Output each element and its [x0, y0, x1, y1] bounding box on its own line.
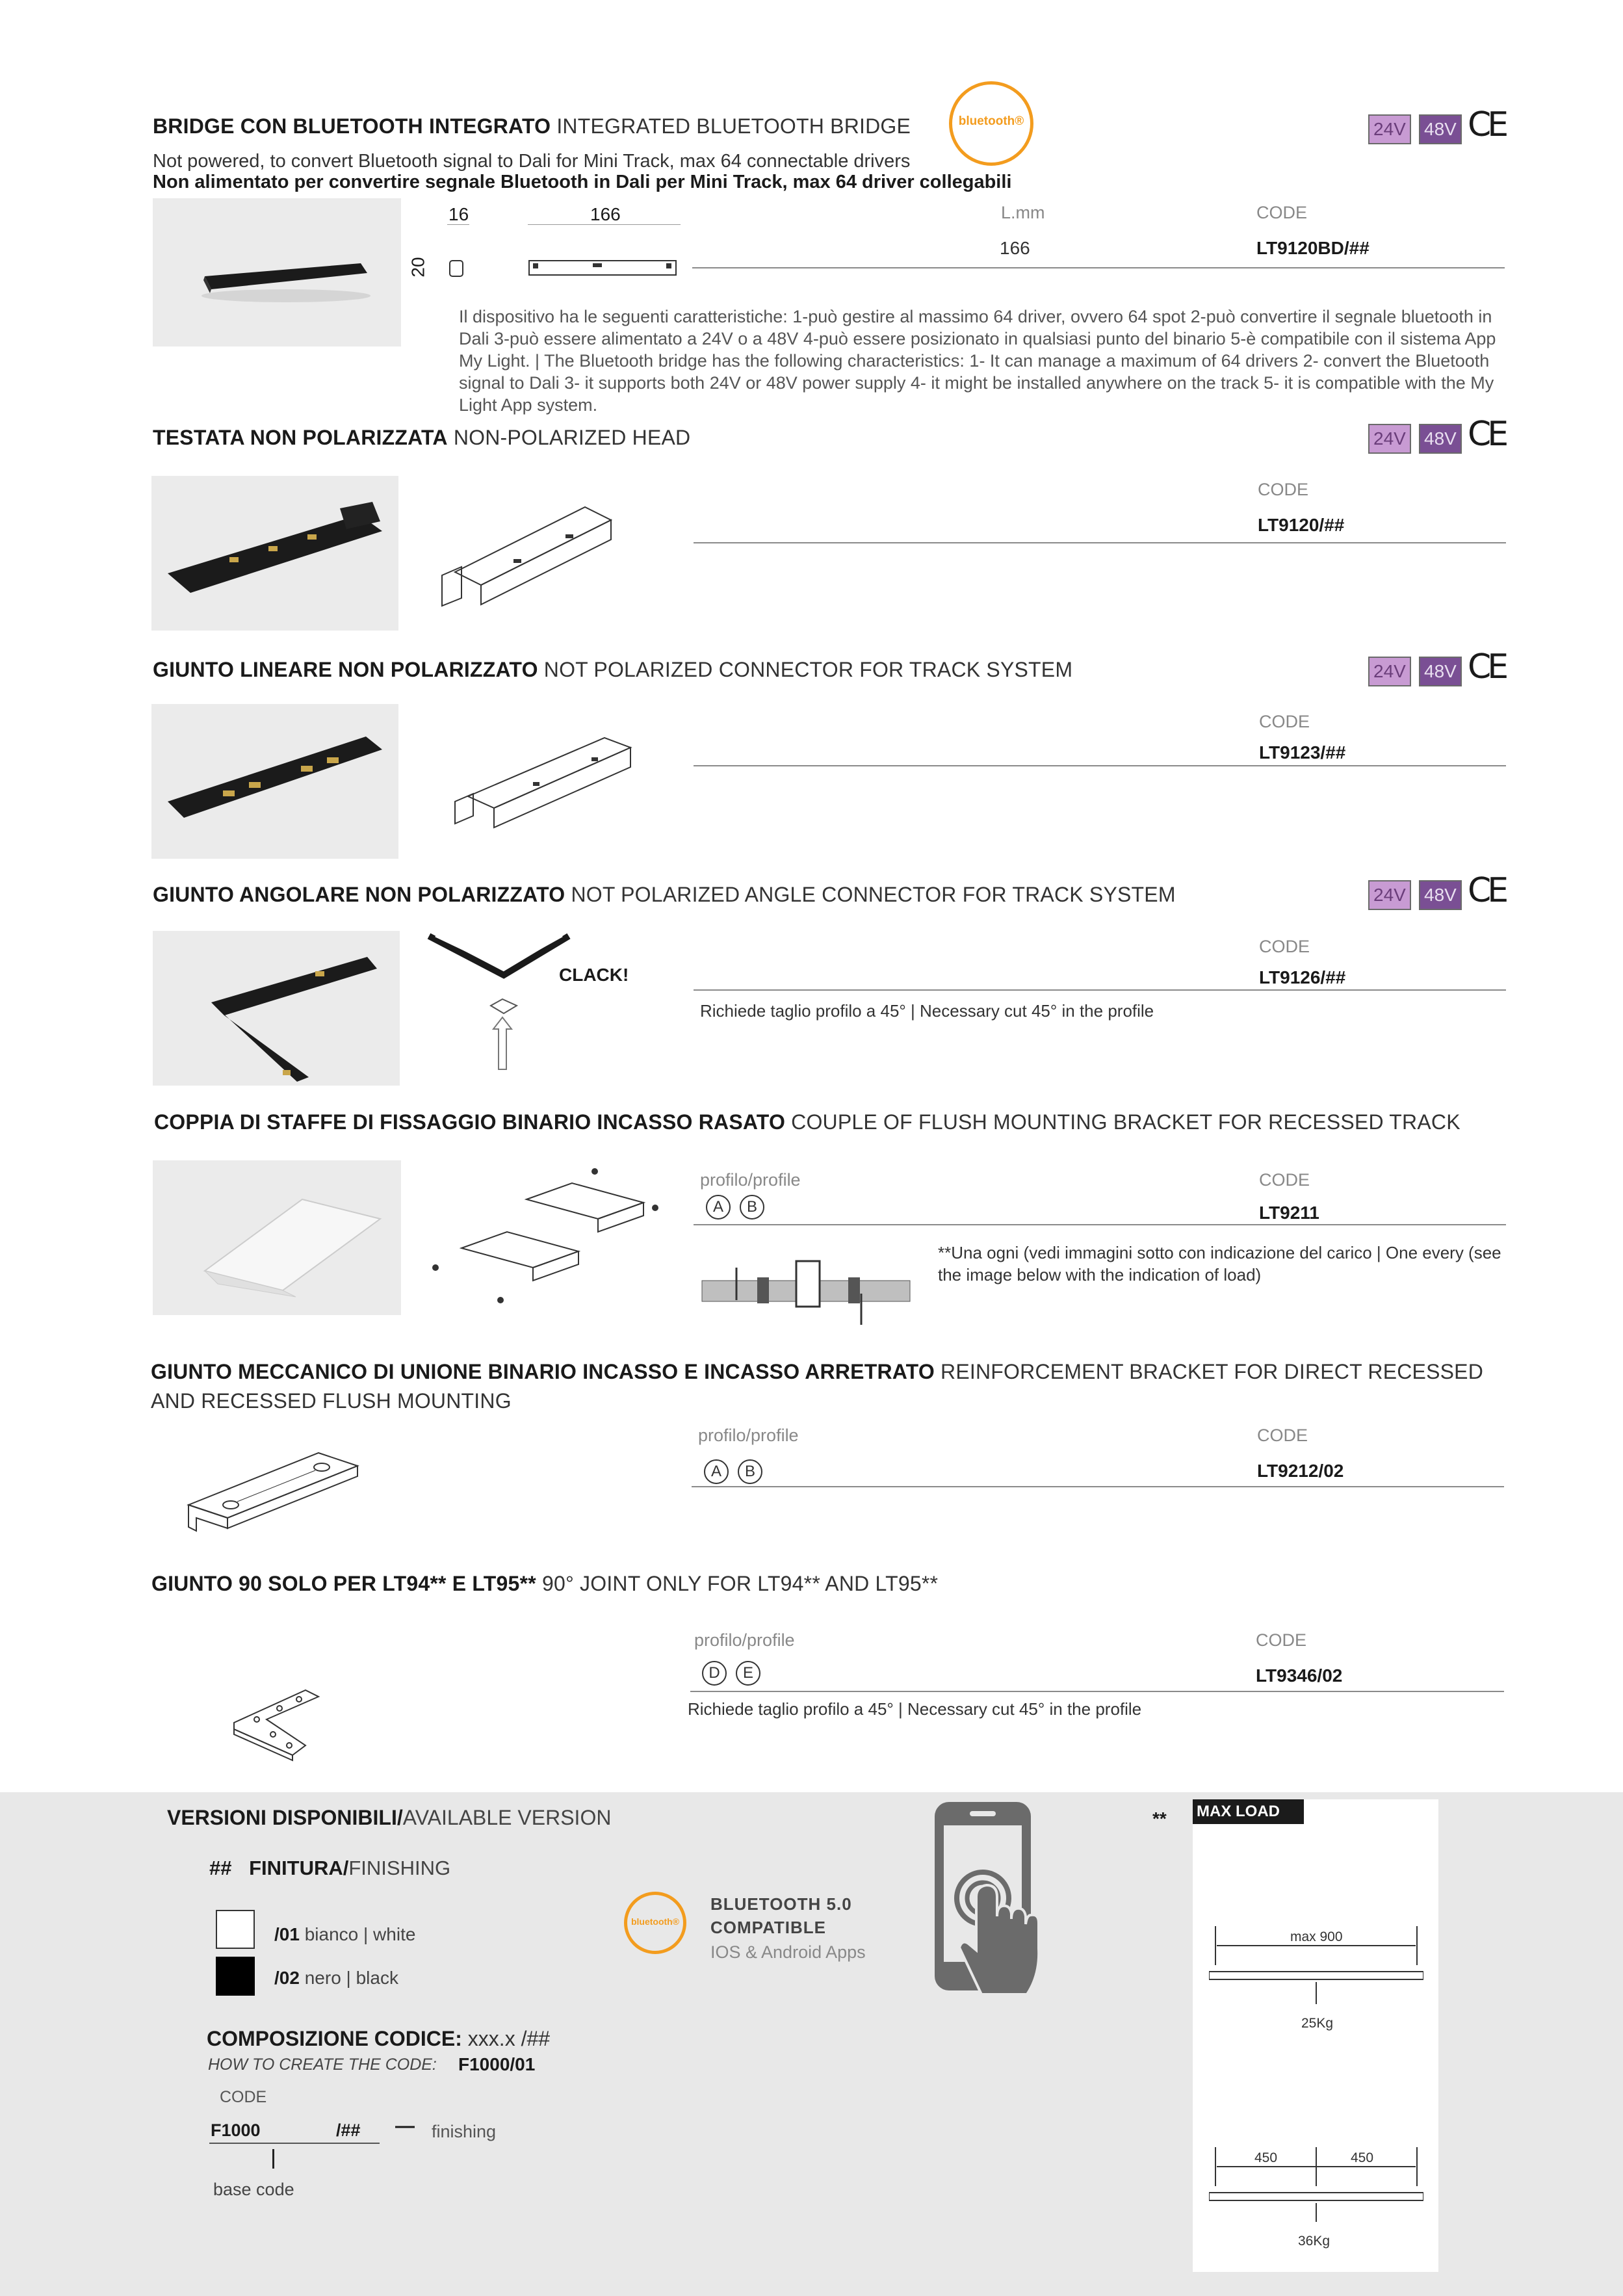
bridge-photo — [153, 198, 401, 346]
finishing-title — [209, 1857, 450, 1880]
mech-technical-drawing — [182, 1440, 370, 1544]
bracket-rule — [694, 1224, 1506, 1225]
finish-white — [274, 1924, 415, 1945]
head-title — [153, 426, 690, 450]
bridge-title — [153, 114, 911, 138]
code-base: F1000 — [211, 2120, 261, 2140]
bracket-section-drawing — [699, 1255, 920, 1326]
ce-mark: CE — [1468, 415, 1505, 454]
angle-product-image — [153, 931, 400, 1086]
bracket-code: LT9211 — [1259, 1203, 1319, 1223]
linear-col-code: CODE — [1259, 712, 1310, 731]
angle-clack-label: CLACK! — [559, 965, 629, 985]
bracket-col-profile: profilo/profile — [700, 1170, 801, 1190]
head-title-it: TESTATA NON POLARIZZATA — [153, 426, 448, 449]
joint90-col-code: CODE — [1256, 1630, 1307, 1650]
bracket-title-en: COUPLE OF FLUSH MOUNTING BRACKET FOR RECESSED TRACK — [791, 1110, 1461, 1134]
versions-title-en: AVAILABLE VERSION — [402, 1806, 612, 1829]
profile-badge-b: B — [738, 1459, 762, 1484]
ce-mark: CE — [1468, 105, 1505, 144]
maxload-stars: ** — [1152, 1808, 1167, 1829]
head-code: LT9120/## — [1258, 515, 1345, 535]
bridge-lmm-value: 166 — [1000, 238, 1030, 258]
mech-title-line2 — [151, 1389, 512, 1413]
angle-title — [153, 883, 1176, 907]
linear-title-it: GIUNTO LINEARE NON POLARIZZATO — [153, 658, 538, 681]
mech-title — [151, 1360, 1483, 1384]
profile-badge-e: E — [736, 1661, 760, 1686]
joint90-title-it: GIUNTO 90 SOLO PER LT94** E LT95** — [151, 1572, 536, 1595]
bracket-note: **Una ogni (vedi immagini sotto con indicazione del carico | One every (see the image below with the indication of load) — [938, 1243, 1501, 1285]
bracket-col-code: CODE — [1259, 1170, 1310, 1190]
joint90-title-en: 90° JOINT ONLY FOR LT94** AND LT95** — [541, 1572, 939, 1595]
composition-title — [207, 2027, 550, 2051]
badge-48v: 48V — [1419, 424, 1462, 454]
composition-label: COMPOSIZIONE CODICE: — [207, 2027, 462, 2050]
angle-title-it: GIUNTO ANGOLARE NON POLARIZZATO — [153, 883, 565, 906]
bluetooth-logo-text: bluetooth® — [630, 1916, 680, 1927]
maxload-title: MAX LOAD — [1193, 1799, 1304, 1824]
badge-48v: 48V — [1419, 880, 1462, 910]
bridge-desc-en: Not powered, to convert Bluetooth signal to Dali for Mini Track, max 64 connectable drivers — [153, 151, 911, 172]
badge-24v: 24V — [1368, 114, 1411, 144]
bridge-desc-it: Non alimentato per convertire segnale Bluetooth in Dali per Mini Track, max 64 driver collegabili — [153, 172, 1012, 192]
angle-title-en: NOT POLARIZED ANGLE CONNECTOR FOR TRACK SYSTEM — [571, 883, 1176, 906]
mech-code: LT9212/02 — [1257, 1461, 1344, 1481]
mech-col-code: CODE — [1257, 1426, 1308, 1445]
ce-mark: CE — [1468, 647, 1505, 686]
maxload-span-1: max 900 — [1290, 1929, 1343, 1944]
bracket-product-image — [153, 1160, 401, 1315]
joint90-rule — [690, 1691, 1504, 1692]
dim-line-w — [447, 224, 469, 225]
bridge-technical-drawing — [448, 257, 695, 283]
bridge-dim-length: 166 — [590, 204, 621, 224]
mech-rule — [692, 1486, 1504, 1487]
head-col-code: CODE — [1258, 480, 1309, 499]
finish-white-code: /01 — [274, 1924, 300, 1944]
bt-line2: COMPATIBLE — [710, 1918, 827, 1937]
angle-col-code: CODE — [1259, 937, 1310, 956]
how-to-example: F1000/01 — [458, 2054, 536, 2074]
mech-profiles — [704, 1459, 772, 1484]
bt-line3: IOS & Android Apps — [710, 1942, 866, 1962]
swatch-white — [216, 1910, 255, 1949]
maxload-panel — [1193, 1799, 1438, 2272]
bridge-code: LT9120BD/## — [1256, 238, 1370, 258]
smartphone-touch-icon — [929, 1799, 1050, 2006]
bt-line1: BLUETOOTH 5.0 — [710, 1894, 852, 1914]
code-pointer — [272, 2149, 274, 2169]
code-dash: — — [395, 2115, 415, 2137]
profile-badge-d: D — [702, 1661, 727, 1686]
finishing-hash: ## — [209, 1857, 232, 1879]
bracket-title-it: COPPIA DI STAFFE DI FISSAGGIO BINARIO INCASSO RASATO — [154, 1110, 786, 1134]
linear-code: LT9123/## — [1259, 742, 1346, 763]
versions-title — [167, 1806, 611, 1830]
code-finishing: finishing — [432, 2122, 497, 2141]
bridge-title-en: INTEGRATED BLUETOOTH BRIDGE — [556, 114, 911, 138]
head-photo — [151, 476, 398, 631]
bridge-col-lmm: L.mm — [1001, 203, 1045, 222]
maxload-span-2a: 450 — [1254, 2150, 1278, 2165]
linear-product-image — [151, 704, 398, 859]
bridge-long-desc: Il dispositivo ha le seguenti caratteristiche: 1-può gestire al massimo 64 driver, ovvero 64 spot 2-può convertire il segnale bluetooth in Dali 3-può essere alimentato a 24V o a 48V 4-può essere posizionato in qualsiasi punto del binario 5-è compatibile con il sistema App My Light. | The Bluetooth bridge has the following characteristics: 1- It can manage a maximum of 64 drivers 2- convert the Bluetooth signal to Dali 3- it supports both 24V or 48V power supply 4- it might be installed anywhere on the track 5- it is compatible with the My Light App system. — [459, 307, 1496, 415]
mech-col-profile: profilo/profile — [698, 1426, 799, 1445]
angle-photo — [153, 931, 400, 1086]
head-title-en: NON-POLARIZED HEAD — [453, 426, 691, 449]
badge-24v: 24V — [1368, 657, 1411, 686]
code-base-label: base code — [213, 2180, 294, 2199]
versions-title-it: VERSIONI DISPONIBILI/ — [167, 1806, 403, 1829]
joint90-profiles — [702, 1661, 770, 1686]
badge-24v: 24V — [1368, 880, 1411, 910]
finishing-title-en: FINISHING — [348, 1857, 451, 1879]
bridge-col-code: CODE — [1256, 203, 1308, 222]
angle-technical-drawing — [426, 933, 588, 1076]
bluetooth-logo — [949, 81, 1033, 166]
code-suffix: /## — [336, 2120, 361, 2140]
finish-black — [274, 1968, 398, 1989]
badge-48v: 48V — [1419, 657, 1462, 686]
finish-black-code: /02 — [274, 1968, 300, 1988]
head-rule — [694, 542, 1506, 543]
maxload-load-2: 36Kg — [1298, 2234, 1331, 2249]
swatch-black — [216, 1957, 255, 1996]
joint90-code: LT9346/02 — [1256, 1665, 1343, 1686]
how-to-label: HOW TO CREATE THE CODE: — [208, 2055, 437, 2074]
finish-white-label: bianco | white — [304, 1924, 416, 1944]
angle-note: Richiede taglio profilo a 45° | Necessary cut 45° in the profile — [700, 1001, 1154, 1021]
composition-example: xxx.x /## — [467, 2027, 551, 2050]
joint90-col-profile: profilo/profile — [694, 1630, 795, 1650]
dim-line-l — [528, 224, 681, 225]
mech-title-it: GIUNTO MECCANICO DI UNIONE BINARIO INCASSO E INCASSO ARRETRATO — [151, 1360, 935, 1383]
bridge-product-image — [153, 198, 401, 346]
profile-badge-b: B — [740, 1195, 764, 1220]
linear-rule — [694, 765, 1506, 766]
mech-title-en: REINFORCEMENT BRACKET FOR DIRECT RECESSED — [941, 1360, 1484, 1383]
bridge-title-it: BRIDGE CON BLUETOOTH INTEGRATO — [153, 114, 551, 138]
linear-title — [153, 658, 1072, 682]
badge-24v: 24V — [1368, 424, 1411, 454]
head-product-image — [151, 476, 398, 631]
bridge-dim-height: 20 — [408, 257, 428, 278]
joint90-title — [151, 1572, 938, 1596]
badge-48v: 48V — [1419, 114, 1462, 144]
angle-code: LT9126/## — [1259, 967, 1346, 987]
joint90-technical-drawing — [227, 1684, 325, 1768]
bracket-profiles — [706, 1195, 773, 1220]
code-underline — [209, 2143, 380, 2144]
bluetooth-logo — [624, 1892, 686, 1954]
bluetooth-logo-text: bluetooth® — [958, 114, 1024, 128]
finishing-title-it: FINITURA/ — [249, 1857, 349, 1879]
profile-badge-a: A — [706, 1195, 731, 1220]
bracket-technical-drawing — [422, 1164, 669, 1313]
angle-rule — [694, 989, 1506, 991]
maxload-load-1: 25Kg — [1301, 2016, 1334, 2031]
bridge-rule — [692, 267, 1505, 268]
linear-technical-drawing — [448, 718, 637, 835]
ce-mark: CE — [1468, 871, 1505, 910]
linear-title-en: NOT POLARIZED CONNECTOR FOR TRACK SYSTEM — [543, 658, 1073, 681]
bracket-photo — [153, 1160, 401, 1315]
bridge-dim-width: 16 — [448, 204, 469, 224]
code-label: CODE — [220, 2088, 267, 2106]
linear-photo — [151, 704, 398, 859]
mech-title-en2: AND RECESSED FLUSH MOUNTING — [151, 1389, 512, 1413]
maxload-span-2b: 450 — [1351, 2150, 1374, 2165]
profile-badge-a: A — [704, 1459, 729, 1484]
head-technical-drawing — [435, 494, 617, 611]
finish-black-label: nero | black — [304, 1968, 398, 1988]
joint90-note: Richiede taglio profilo a 45° | Necessary cut 45° in the profile — [688, 1699, 1142, 1719]
bracket-title — [154, 1110, 1461, 1134]
